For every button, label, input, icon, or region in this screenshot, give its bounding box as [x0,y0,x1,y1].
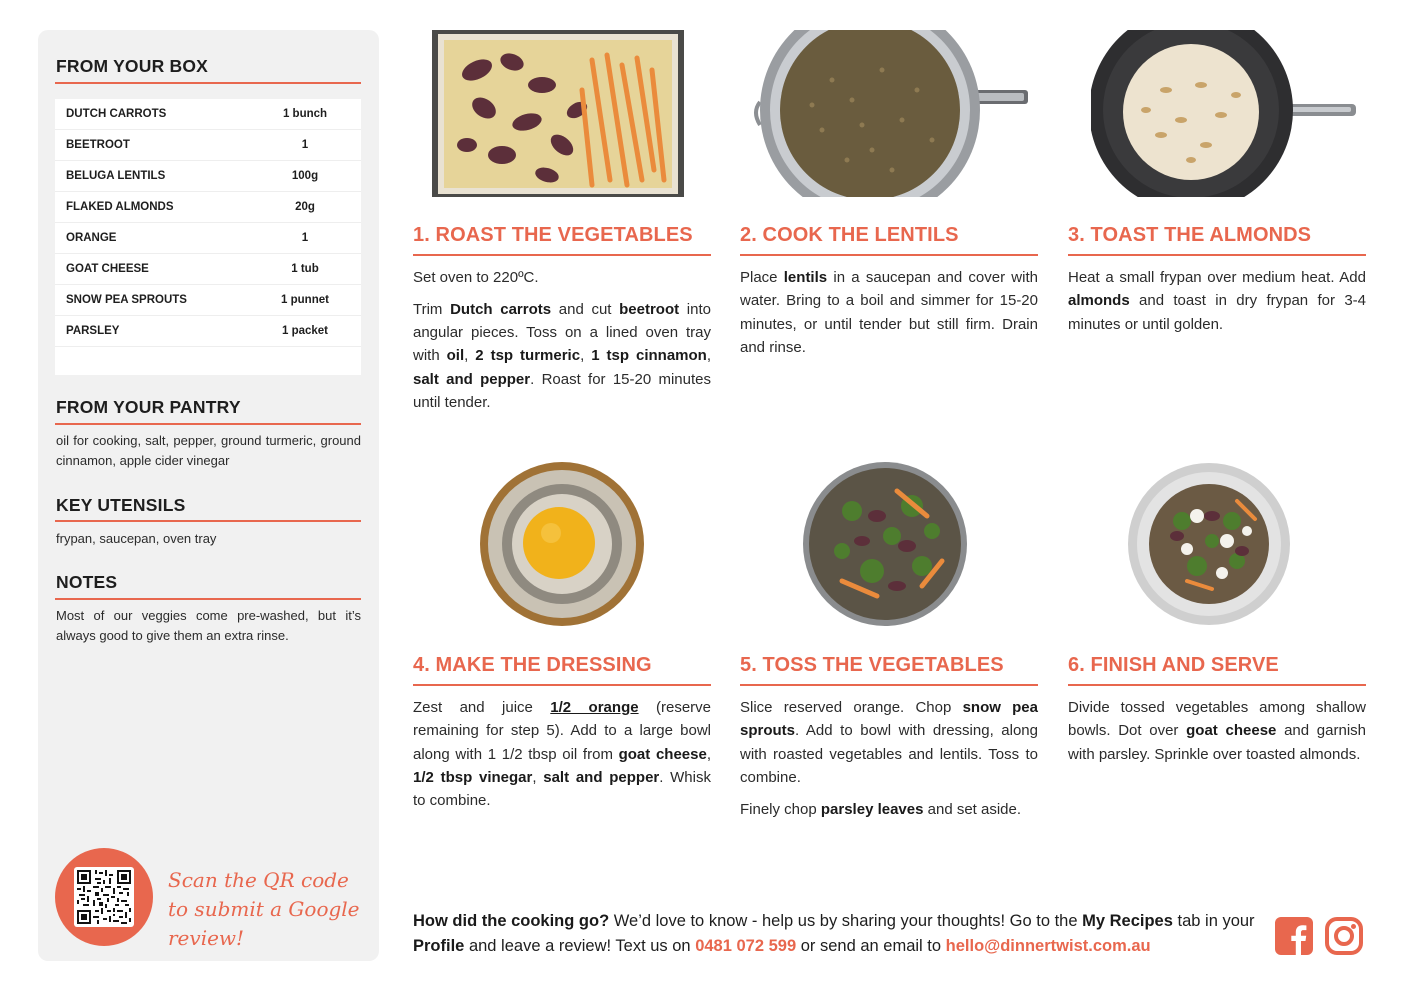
notes-text: Most of our veggies come pre-washed, but it’s always good to give them an extra rinse. [56,608,361,643]
step-divider [1068,684,1366,686]
step-5-text: Finely chop parsley leaves and set aside. [740,800,1022,818]
step-divider [413,684,711,686]
phone-link[interactable]: 0481 072 599 [695,937,797,955]
roasted-vegetables-tray-image [432,30,684,197]
dressing-bowl-image [479,461,645,627]
notes-heading: NOTES [56,572,118,592]
step-4-title: 4. MAKE THE DRESSING [413,654,652,676]
ingredient-name: DUTCH CARROTS [66,108,167,120]
step-6-text: Divide tossed vegetables among shallow bowls. Dot over goat cheese and garnish with parsley. Sprinkle over toasted almonds. [1068,699,1366,763]
pantry-text: oil for cooking, salt, pepper, ground turmeric, ground cinnamon, apple cider vinegar [56,433,361,468]
ingredient-qty: 1 punnet [281,294,329,306]
heading-divider [55,423,361,425]
ingredient-qty: 1 [301,232,309,244]
step-6-title: 6. FINISH AND SERVE [1068,654,1279,676]
step-6-body [1068,696,1366,774]
utensils-text: frypan, saucepan, oven tray [56,531,217,546]
step-4-text: Zest and juice 1/2 orange (reserve remaining for step 5). Add to a large bowl along with 1 1/2 tbsp oil from goat cheese, 1/2 tbsp vinegar, salt and pepper. Whisk to combine. [413,699,712,810]
table-row [55,99,361,130]
almonds-frypan-image [1091,30,1356,197]
step-1-body [413,266,711,423]
step-1-text: Set oven to 220ºC. [413,269,539,286]
step-3-text: Heat a small frypan over medium heat. Add almonds and toast in dry frypan for 3-4 minutes or until golden. [1068,269,1366,333]
qr-code-badge[interactable] [55,848,153,946]
ingredient-qty: 1 [301,139,309,151]
heading-divider [55,598,361,600]
table-row [55,161,361,192]
from-your-pantry-heading: FROM YOUR PANTRY [56,397,241,417]
table-row [55,316,361,347]
ingredient-qty: 100g [291,170,319,182]
table-row [55,254,361,285]
step-divider [740,254,1038,256]
heading-divider [55,82,361,84]
ingredient-name: SNOW PEA SPROUTS [66,294,187,306]
facebook-icon[interactable] [1275,917,1313,955]
ingredient-name: BEETROOT [66,139,130,151]
step-4-body [413,696,711,821]
qr-review-text: Scan the QR code to submit a Google review! [168,868,360,950]
ingredient-qty: 1 packet [281,325,329,337]
table-row [55,285,361,316]
served-salad-bowl-image [1127,461,1291,627]
step-1-title: 1. ROAST THE VEGETABLES [413,224,693,246]
step-5-text: Slice reserved orange. Chop snow pea sprouts. Add to bowl with dressing, along with roasted vegetables and lentils. Toss to combine. [740,699,1038,786]
step-3-title: 3. TOAST THE ALMONDS [1068,224,1312,246]
step-divider [1068,254,1366,256]
step-divider [740,684,1038,686]
step-2-body [740,266,1038,368]
ingredients-sidebar [38,30,379,961]
email-link[interactable]: hello@dinnertwist.com.au [945,937,1151,955]
table-row [55,130,361,161]
ingredient-qty: 1 bunch [282,108,328,120]
from-your-box-heading: FROM YOUR BOX [56,56,209,76]
lentils-saucepan-image [752,30,1029,197]
review-footer: How did the cooking go? We’d love to know - help us by sharing your thoughts! Go to the My Recipes tab in your Profile and leave a review! Text us on 0481 072 599 or send an email to hello@dinnertwist.com.au [413,912,1255,955]
step-divider [413,254,711,256]
ingredient-qty: 1 tub [291,263,319,275]
step-2-title: 2. COOK THE LENTILS [740,224,959,246]
qr-code-icon[interactable] [74,867,134,927]
box-ingredients-table [55,99,361,375]
step-3-body [1068,266,1366,344]
ingredient-qty: 20g [295,201,315,213]
ingredient-name: FLAKED ALMONDS [66,201,174,213]
heading-divider [55,520,361,522]
tossed-vegetables-bowl-image [802,461,968,627]
step-5-title: 5. TOSS THE VEGETABLES [740,654,1004,676]
ingredient-name: ORANGE [66,232,117,244]
ingredient-name: PARSLEY [66,325,120,337]
table-row [55,192,361,223]
instagram-icon[interactable] [1325,917,1363,955]
ingredient-name: GOAT CHEESE [66,263,149,275]
table-row [55,223,361,254]
key-utensils-heading: KEY UTENSILS [56,495,186,515]
step-5-body [740,696,1038,829]
step-2-text: Place lentils in a saucepan and cover with water. Bring to a boil and simmer for 15-20 minutes, or until tender but still firm. Drain and rinse. [740,269,1038,356]
step-1-text: Trim Dutch carrots and cut beetroot into angular pieces. Toss on a lined oven tray with oil, 2 tsp turmeric, 1 tsp cinnamon, salt and pepper. Roast for 15-20 minutes until tender. [413,300,712,411]
ingredient-name: BELUGA LENTILS [66,170,166,182]
